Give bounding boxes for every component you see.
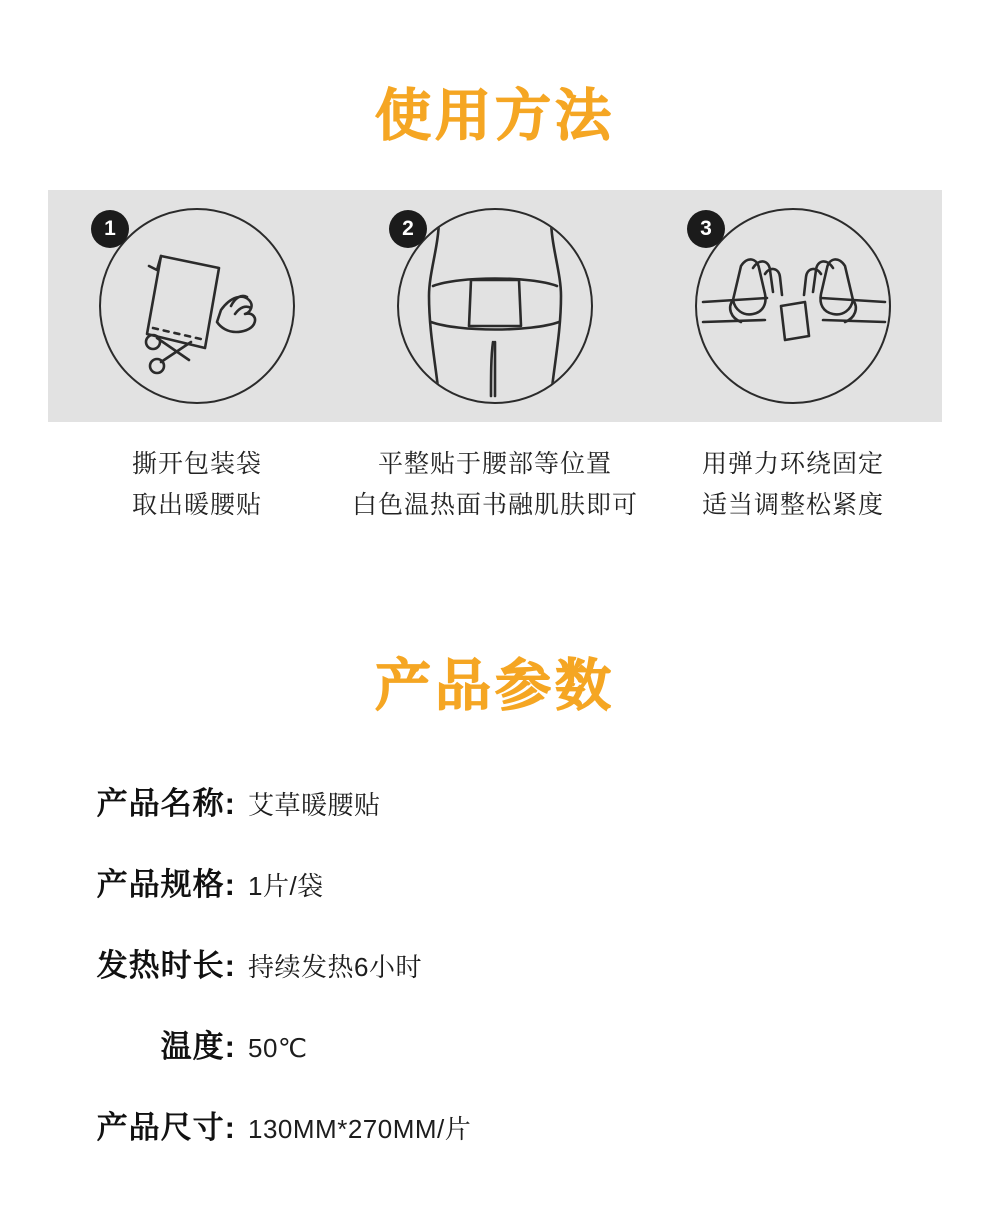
step-number-badge-1: 1 [91, 210, 129, 248]
spec-value-specification: 1片/袋 [248, 870, 324, 901]
spec-label-specification: 产品规格: [96, 866, 236, 902]
usage-caption-1-line2: 取出暖腰贴 [131, 490, 262, 519]
spec-row-size [0, 1102, 990, 1147]
spec-list [0, 778, 990, 1147]
spec-label-heating-duration: 发热时长: [96, 947, 236, 983]
usage-caption-3-line1: 用弹力环绕固定 [701, 449, 884, 478]
usage-captions [48, 444, 942, 527]
waist-patch-placement-icon [397, 208, 593, 404]
spec-value-heating-duration: 持续发热6小时 [248, 951, 422, 982]
usage-step-2 [395, 208, 595, 404]
usage-section-title: 使用方法 [375, 83, 615, 147]
usage-caption-3 [644, 444, 942, 527]
hands-wrapping-belt-icon [695, 208, 891, 404]
spec-value-temperature: 50℃ [248, 1032, 308, 1063]
spec-value-product-name: 艾草暖腰贴 [248, 789, 381, 820]
usage-step-1 [97, 208, 297, 404]
usage-step-3 [693, 208, 893, 404]
usage-caption-2 [346, 444, 644, 527]
usage-caption-1-line1: 撕开包装袋 [131, 449, 262, 478]
usage-caption-1 [48, 444, 346, 527]
product-detail-page [0, 38, 990, 1212]
spec-label-product-name: 产品名称: [96, 785, 236, 821]
usage-caption-2-line2: 白色温热面书融肌肤即可 [351, 490, 638, 519]
spec-row-specification [0, 859, 990, 904]
spec-label-temperature: 温度: [160, 1028, 236, 1064]
spec-row-heating-duration [0, 940, 990, 985]
spec-label-size: 产品尺寸: [96, 1109, 236, 1145]
step-number-badge-3: 3 [687, 210, 725, 248]
spec-row-product-name [0, 778, 990, 823]
usage-caption-3-line2: 适当调整松紧度 [701, 490, 884, 519]
usage-caption-2-line1: 平整贴于腰部等位置 [377, 449, 612, 478]
spec-value-size: 130MM*270MM/片 [248, 1113, 472, 1144]
scissors-cut-package-icon [99, 208, 295, 404]
usage-steps-band [48, 190, 942, 422]
spec-section-title: 产品参数 [375, 653, 615, 717]
spec-row-temperature [0, 1021, 990, 1066]
step-number-badge-2: 2 [389, 210, 427, 248]
